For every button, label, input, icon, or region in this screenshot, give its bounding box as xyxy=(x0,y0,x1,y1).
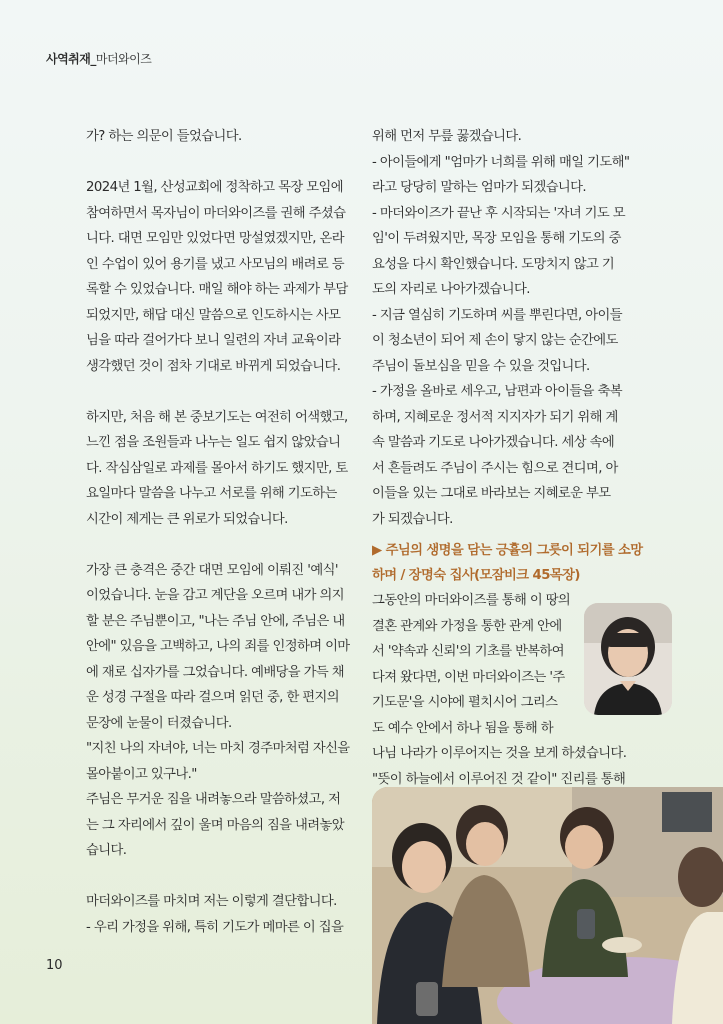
text-line: 참여하면서 목자님이 마더와이즈를 권해 주셨습 xyxy=(86,205,346,221)
text-line: 니다. 대면 모임만 있었다면 망설였겠지만, 온라 xyxy=(86,231,345,246)
article-subheading xyxy=(372,538,644,588)
text-line: 결혼 관계와 가정을 통한 관계 안에 xyxy=(372,618,562,634)
text-line: 가장 큰 충격은 중간 대면 모임에 이뤄진 '예식' xyxy=(86,562,338,578)
text-line: 위해 먼저 무릎 꿇겠습니다. xyxy=(372,129,522,144)
paragraph-gap xyxy=(86,150,354,176)
text-line: 시간이 제게는 큰 위로가 되었습니다. xyxy=(86,511,288,527)
text-line: 는 그 자리에서 깊이 울며 마음의 짐을 내려놓았 xyxy=(86,817,345,833)
text-line: 그동안의 마더와이즈를 통해 이 땅의 xyxy=(372,593,571,608)
text-line: 요성을 다시 확인했습니다. 도망치지 않고 기 xyxy=(372,256,615,272)
text-line: "지친 나의 자녀야, 너는 마치 경주마처럼 자신을 xyxy=(86,741,350,756)
text-line: 기도문'을 시야에 펼치시어 그리스 xyxy=(372,695,558,710)
text-line: 운 성경 구절을 따라 걸으며 읽던 중, 한 편지의 xyxy=(86,690,340,705)
text-line: 임'이 두려웠지만, 목장 모임을 통해 기도의 중 xyxy=(372,231,621,246)
text-line: 인 수업이 있어 용기를 냈고 사모님의 배려로 등 xyxy=(86,256,345,272)
section-category: 사역취재_ xyxy=(46,52,96,66)
right-column-top xyxy=(372,124,644,532)
text-line: 다. 작심삼일로 과제를 몰아서 하기도 했지만, 토 xyxy=(86,460,348,476)
text-line: - 가정을 올바로 세우고, 남편과 아이들을 축복 xyxy=(372,384,622,399)
text-line: - 지금 열심히 기도하며 씨를 뿌린다면, 아이들 xyxy=(372,307,622,323)
text-line: 님을 따라 걸어가다 보니 일련의 자녀 교육이라 xyxy=(86,333,341,348)
text-line: 주님은 무거운 짐을 내려놓으라 말씀하셨고, 저 xyxy=(86,792,341,807)
left-column xyxy=(86,124,354,940)
text-line: 2024년 1월, 산성교회에 정착하고 목장 모임에 xyxy=(86,180,343,195)
portrait-image xyxy=(584,603,672,715)
text-line: 안에" 있음을 고백하고, 나의 죄를 인정하며 이마 xyxy=(86,639,350,654)
text-line: 도의 자리로 나아가겠습니다. xyxy=(372,282,530,297)
text-line: 마더와이즈를 마치며 저는 이렇게 결단합니다. xyxy=(86,894,337,909)
text-line: 주님이 돌보심을 믿을 수 있을 것입니다. xyxy=(372,358,590,374)
text-line: 습니다. xyxy=(86,843,127,858)
text-line: 가? 하는 의문이 들었습니다. xyxy=(86,129,242,144)
page-number: 10 xyxy=(46,958,63,973)
text-line: - 아이들에게 "엄마가 너희를 위해 매일 기도해" xyxy=(372,154,630,170)
section-label xyxy=(46,50,151,67)
text-line: 에 재로 십자가를 그었습니다. 예배당을 가득 채 xyxy=(86,664,345,680)
text-line: 다져 왔다면, 이번 마더와이즈는 '주 xyxy=(372,669,565,685)
group-photo xyxy=(372,787,723,1024)
paragraph-gap xyxy=(86,864,354,890)
text-line: 느낀 점을 조원들과 나누는 일도 쉽지 않았습니 xyxy=(86,435,341,450)
text-line: 록할 수 있었습니다. 매일 해야 하는 과제가 부담 xyxy=(86,282,348,297)
text-line: 되었지만, 해답 대신 말씀으로 인도하시는 사모 xyxy=(86,307,341,323)
paragraph-gap xyxy=(86,532,354,558)
text-line: 가 되겠습니다. xyxy=(372,511,453,527)
text-line: 이 청소년이 되어 제 손이 닿지 않는 순간에도 xyxy=(372,333,618,348)
text-line: 나님 나라가 이루어지는 것을 보게 하셨습니다. xyxy=(372,746,627,761)
subheading-line-1: 주님의 생명을 담는 긍휼의 그릇이 되기를 소망 xyxy=(385,543,643,558)
text-line: 이들을 있는 그대로 바라보는 지혜로운 부모 xyxy=(372,486,611,501)
text-line: 이었습니다. 눈을 감고 계단을 오르며 내가 의지 xyxy=(86,588,345,603)
arrow-icon: ▶ xyxy=(372,543,382,558)
text-line: 속 말씀과 기도로 나아가겠습니다. 세상 속에 xyxy=(372,435,615,450)
group-photo-image xyxy=(372,787,723,1024)
paragraph-gap xyxy=(86,379,354,405)
text-line: 하지만, 처음 해 본 중보기도는 여전히 어색했고, xyxy=(86,409,348,425)
text-line: 생각했던 것이 점차 기대로 바뀌게 되었습니다. xyxy=(86,358,341,374)
text-line: 할 분은 주님뿐이고, "나는 주님 안에, 주님은 내 xyxy=(86,613,345,629)
text-line: 문장에 눈물이 터졌습니다. xyxy=(86,715,232,731)
text-line: - 우리 가정을 위해, 특히 기도가 메마른 이 집을 xyxy=(86,919,344,935)
text-line: 라고 당당히 말하는 엄마가 되겠습니다. xyxy=(372,180,587,195)
section-name: 마더와이즈 xyxy=(95,52,152,66)
text-line: "뜻이 하늘에서 이루어진 것 같이" 진리를 통해 xyxy=(372,771,626,787)
text-line: 하며, 지혜로운 정서적 지지자가 되기 위해 계 xyxy=(372,409,618,425)
text-line: 서 '약속과 신뢰'의 기초를 반복하여 xyxy=(372,644,565,659)
text-line: 도 예수 안에서 하나 됨을 통해 하 xyxy=(372,720,553,736)
author-portrait xyxy=(584,603,672,715)
text-line: - 마더와이즈가 끝난 후 시작되는 '자녀 기도 모 xyxy=(372,205,626,221)
text-line: 요일마다 말씀을 나누고 서로를 위해 기도하는 xyxy=(86,486,337,501)
text-line: 서 흔들려도 주님이 주시는 힘으로 견디며, 아 xyxy=(372,460,618,476)
text-line: 몰아붙이고 있구나." xyxy=(86,766,197,782)
subheading-line-2: 하며 / 장명숙 집사(모잠비크 45목장) xyxy=(372,568,580,583)
